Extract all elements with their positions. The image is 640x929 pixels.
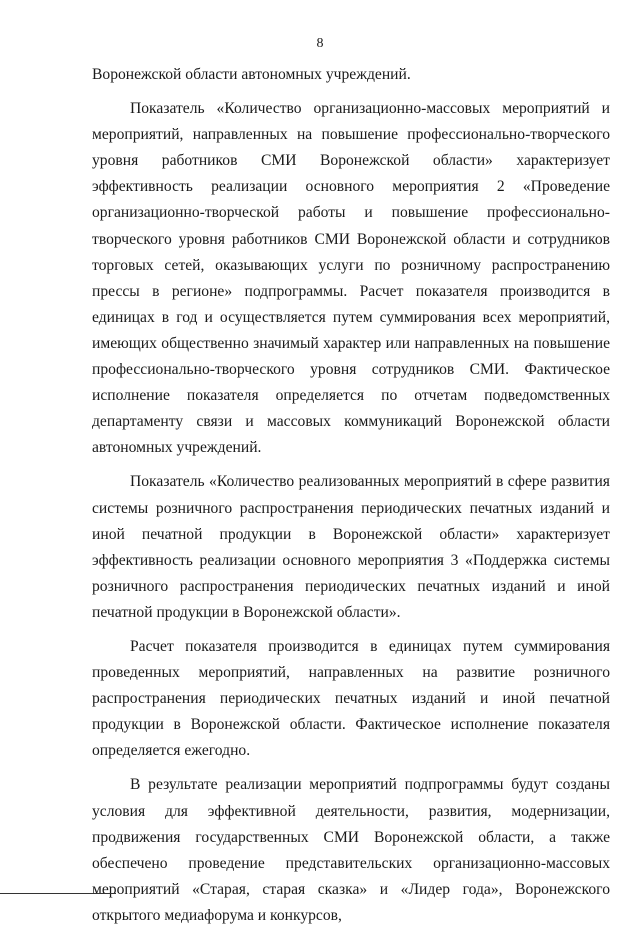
document-body (92, 62, 610, 929)
paragraph-indicator-retail: Показатель «Количество реализованных мероприятий в сфере развития системы розничного распространения периодических печатных изданий и иной печатной продукции в Воронежской области» характеризует эффективность реализации основного мероприятия 3 «Поддержка системы розничного распространения периодических печатных изданий и иной печатной продукции в Воронежской области». (92, 473, 610, 621)
paragraph-calculation: Расчет показателя производится в единицах путем суммирования проведенных мероприятий, направленных на развитие розничного распространения периодических печатных изданий и иной печатной продукции в Воронежской области. Фактическое исполнение показателя определяется ежегодно. (92, 637, 610, 760)
footer-rule (0, 893, 116, 894)
page-number: 8 (316, 36, 324, 51)
paragraph-indicator-events: Показатель «Количество организационно-массовых мероприятий и мероприятий, направленных на повышение профессионально-творческого уровня работников СМИ Воронежской области» характеризует эффективность реализации основного мероприятия 2 «Проведение организационно-творческой работы и повышение профессионально-творческого уровня работников СМИ Воронежской области и сотрудников торговых сетей, оказывающих услуги по розничному распространению прессы в регионе» подпрограммы. Расчет показателя производится в единицах в год и осуществляется путем суммирования всех мероприятий, имеющих общественно значимый характер или направленных на повышение профессионально-творческого уровня сотрудников СМИ. Фактическое исполнение показателя определяется по отчетам подведомственных департаменту связи и массовых коммуникаций Воронежской области автономных учреждений. (92, 100, 610, 457)
paragraph-continuation: Воронежской области автономных учреждений. (92, 66, 411, 83)
paragraph-results: В результате реализации мероприятий подпрограммы будут созданы условия для эффективной деятельности, развития, модернизации, продвижения государственных СМИ Воронежской области, а также обеспечено проведение представительских организационно-массовых мероприятий «Старая, старая сказка» и «Лидер года», Воронежского открытого медиафорума и конкурсов, (92, 776, 610, 924)
